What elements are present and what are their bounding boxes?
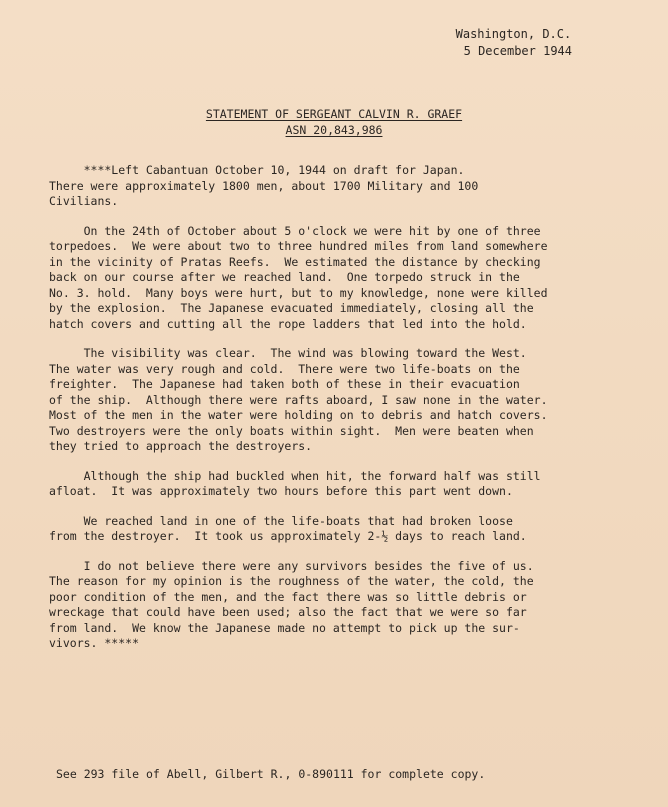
text-line: The visibility was clear. The wind was blowing toward the West.	[49, 346, 527, 360]
title-line-2: ASN 20,843,986	[285, 123, 383, 137]
text-line: by the explosion. The Japanese evacuated immediately, closing all the	[49, 301, 534, 315]
text-line: freighter. The Japanese had taken both of these in their evacuation	[49, 377, 520, 391]
dateline-date: 5 December 1944	[463, 44, 572, 58]
text-line: in the vicinity of Pratas Reefs. We estimated the distance by checking	[49, 254, 541, 269]
text-line: from land. We know the Japanese made no attempt to pick up the sur-	[49, 620, 520, 635]
paragraph	[49, 346, 619, 455]
title-line-1: STATEMENT OF SERGEANT CALVIN R. GRAEF	[205, 107, 463, 121]
text-line: poor condition of the men, and the fact there was so little debris or	[49, 589, 527, 604]
text-line: There were approximately 1800 men, about 1700 Military and 100	[49, 178, 479, 193]
text-line: No. 3. hold. Many boys were hurt, but to my knowledge, none were killed	[49, 285, 548, 300]
dateline-place: Washington, D.C.	[455, 27, 572, 41]
text-line: they tried to approach the destroyers.	[49, 439, 313, 453]
text-line: torpedoes. We were about two to three hundred miles from land somewhere	[49, 239, 548, 253]
text-line: ****Left Cabantuan October 10, 1944 on draft for Japan.	[49, 163, 465, 177]
text-line: Two destroyers were the only boats within sight. Men were beaten when	[49, 423, 534, 438]
text-line: Civilians.	[49, 194, 119, 208]
text-line: vivors. *****	[49, 636, 140, 650]
text-line: wreckage that could have been used; also the fact that we were so far	[49, 605, 527, 619]
text-line: afloat. It was approximately two hours before this part went down.	[49, 484, 513, 498]
text-line: hatch covers and cutting all the rope ladders that led into the hold.	[49, 316, 527, 331]
paragraph	[49, 559, 619, 652]
text-line: from the destroyer. It took us approximately 2-½ days to reach land.	[49, 529, 527, 543]
paragraph	[49, 469, 619, 500]
text-line: On the 24th of October about 5 o'clock we were hit by one of three	[49, 223, 541, 238]
text-line: Although the ship had buckled when hit, the forward half was still	[49, 468, 541, 483]
paragraph	[49, 514, 619, 545]
text-line: of the ship. Although there were rafts aboard, I saw none in the water.	[49, 392, 548, 407]
footer-note: See 293 file of Abell, Gilbert R., 0-890111 for complete copy.	[56, 767, 486, 781]
text-line: I do not believe there were any survivors besides the five of us.	[49, 558, 534, 573]
text-line: Most of the men in the water were holding on to debris and hatch covers.	[49, 408, 548, 422]
statement-title	[0, 106, 668, 138]
dateline	[456, 26, 572, 60]
text-line: We reached land in one of the life-boats that had broken loose	[49, 513, 513, 528]
text-line: back on our course after we reached land. One torpedo struck in the	[49, 270, 520, 284]
statement-body	[49, 163, 619, 666]
text-line: The reason for my opinion is the roughness of the water, the cold, the	[49, 574, 534, 588]
paragraph	[49, 224, 619, 333]
text-line: The water was very rough and cold. There were two life-boats on the	[49, 361, 520, 376]
paragraph	[49, 163, 619, 210]
